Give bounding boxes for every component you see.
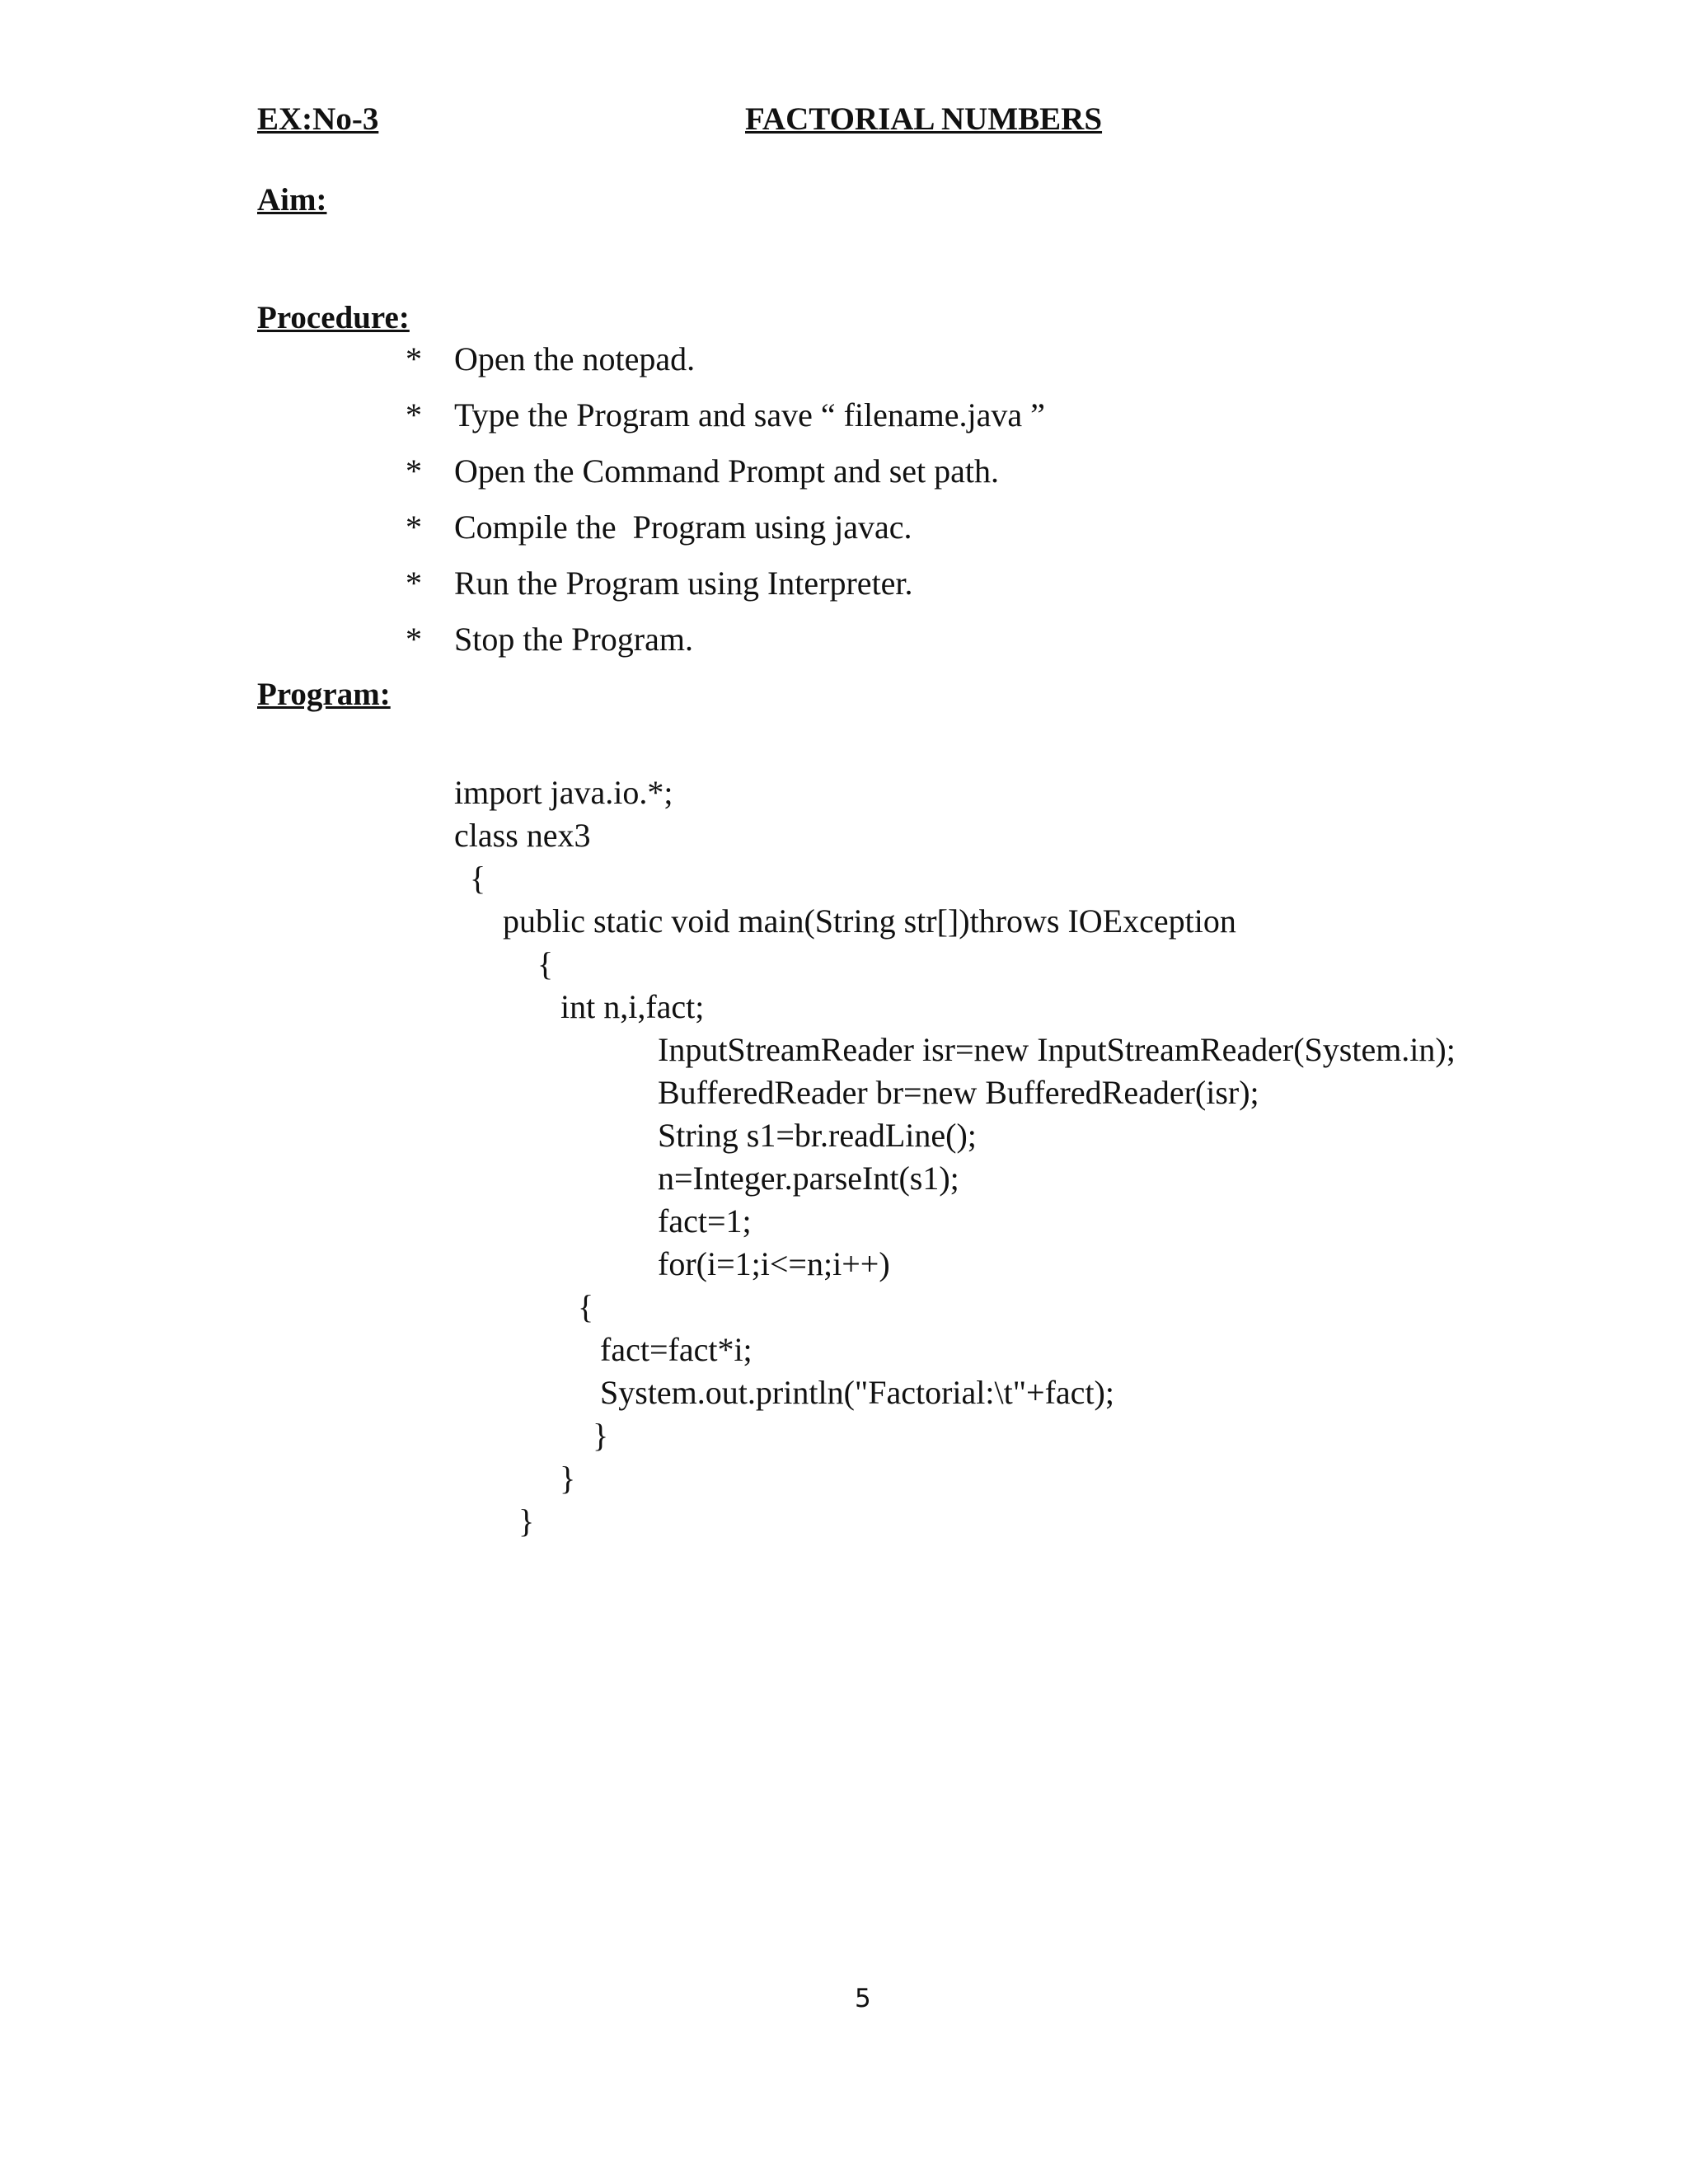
- code-line: int n,i,fact;: [560, 988, 705, 1025]
- code-line: n=Integer.parseInt(s1);: [658, 1160, 959, 1197]
- code-line: fact=1;: [658, 1202, 752, 1240]
- code-line: import java.io.*;: [454, 774, 673, 811]
- bullet-marker: *: [406, 396, 422, 434]
- procedure-step-text: Type the Program and save “ filename.java ”: [454, 396, 1045, 434]
- procedure-step-text: Run the Program using Interpreter.: [454, 565, 913, 602]
- code-line: for(i=1;i<=n;i++): [658, 1245, 890, 1282]
- code-line: class nex3: [454, 817, 591, 854]
- program-label: Program:: [257, 677, 391, 712]
- code-line: }: [518, 1502, 535, 1540]
- page-number: 5: [855, 1984, 871, 2013]
- code-line: {: [537, 945, 554, 982]
- code-line: {: [470, 860, 486, 897]
- code-line: System.out.println("Factorial:\t"+fact);: [600, 1374, 1114, 1411]
- bullet-marker: *: [406, 621, 422, 658]
- code-line: BufferedReader br=new BufferedReader(isr);: [658, 1074, 1259, 1111]
- code-line: }: [593, 1417, 609, 1454]
- bullet-marker: *: [406, 452, 422, 490]
- bullet-marker: *: [406, 340, 422, 377]
- code-line: String s1=br.readLine();: [658, 1117, 977, 1154]
- bullet-marker: *: [406, 509, 422, 546]
- aim-label: Aim:: [257, 182, 327, 218]
- procedure-step-text: Stop the Program.: [454, 621, 693, 658]
- code-line: InputStreamReader isr=new InputStreamReader(System.in);: [658, 1031, 1456, 1068]
- page-title: FACTORIAL NUMBERS: [745, 101, 1103, 137]
- code-line: public static void main(String str[])throws IOException: [503, 902, 1236, 940]
- procedure-step-text: Open the notepad.: [454, 340, 696, 377]
- code-line: fact=fact*i;: [600, 1331, 753, 1368]
- procedure-step-text: Open the Command Prompt and set path.: [454, 452, 1000, 490]
- exercise-number: EX:No-3: [257, 101, 379, 137]
- bullet-marker: *: [406, 565, 422, 602]
- procedure-label: Procedure:: [257, 300, 410, 335]
- code-line: {: [578, 1288, 594, 1325]
- code-line: }: [560, 1460, 576, 1497]
- procedure-step-text: Compile the Program using javac.: [454, 509, 912, 546]
